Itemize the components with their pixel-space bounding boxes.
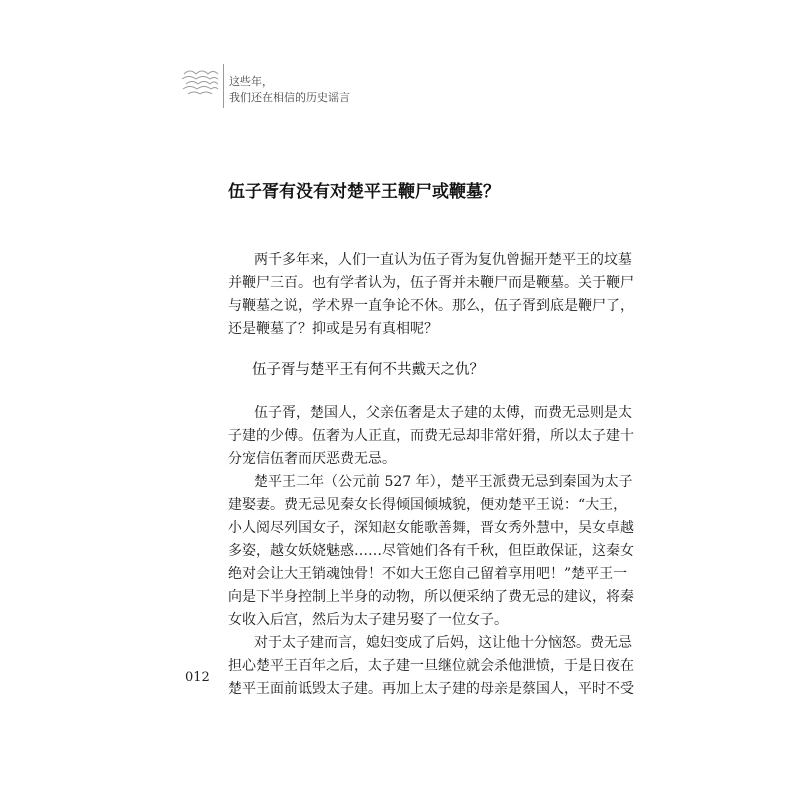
running-header (229, 74, 350, 106)
book-title-line-2: 我们还在相信的历史谣言 (229, 91, 350, 104)
text-line: 向是下半身控制上半身的动物，所以便采纳了费无忌的建议，将秦 (228, 589, 634, 605)
page-number: 012 (185, 670, 210, 685)
text-line: 多姿，越女妖娆魅惑……尽管她们各有千秋，但臣敢保证，这秦女 (228, 543, 634, 559)
header-divider (223, 64, 224, 108)
body-paragraph (228, 471, 634, 632)
text-line: 两千多年来，人们一直认为伍子胥为复仇曾掘开楚平王的坟墓 (254, 252, 632, 268)
book-title-line-1: 这些年， (229, 75, 273, 88)
text-line: 还是鞭墓了？抑或是另有真相呢？ (228, 321, 438, 337)
text-line: 担心楚平王百年之后，太子建一旦继位就会杀他泄愤，于是日夜在 (228, 658, 634, 674)
intro-paragraph (228, 249, 634, 341)
text-line: 楚平王二年（公元前 527 年），楚平王派费无忌到秦国为太子 (254, 474, 633, 490)
text-line: 女收入后宫，然后为太子建另娶了一位女子。 (228, 612, 508, 628)
text-line: 楚平王面前诋毁太子建。再加上太子建的母亲是蔡国人，平时不受 (228, 681, 634, 697)
text-line: 对于太子建而言，媳妇变成了后妈，这让他十分恼怒。费无忌 (254, 635, 632, 651)
body-paragraph (228, 632, 634, 701)
text-line: 分宠信伍奢而厌恶费无忌。 (228, 451, 396, 467)
chapter-title: 伍子胥有没有对楚平王鞭尸或鞭墓？ (228, 182, 500, 202)
text-line: 小人阅尽列国女子，深知赵女能歌善舞，晋女秀外慧中，吴女卓越 (228, 520, 634, 536)
body-text (228, 402, 634, 701)
text-line: 与鞭墓之说，学术界一直争论不休。那么，伍子胥到底是鞭尸了， (228, 298, 634, 314)
cloud-pattern-icon (180, 66, 220, 100)
section-heading: 伍子胥与楚平王有何不共戴天之仇？ (252, 362, 484, 378)
text-line: 并鞭尸三百。也有学者认为，伍子胥并未鞭尸而是鞭墓。关于鞭尸 (228, 275, 634, 291)
text-line: 建娶妻。费无忌见秦女长得倾国倾城貌，便劝楚平王说：“大王， (228, 497, 628, 513)
text-line: 子建的少傅。伍奢为人正直，而费无忌却非常奸猾，所以太子建十 (228, 428, 634, 444)
text-line: 伍子胥，楚国人，父亲伍奢是太子建的太傅，而费无忌则是太 (254, 405, 632, 421)
text-line: 绝对会让大王销魂蚀骨！不如大王您自己留着享用吧！”楚平王一 (228, 566, 628, 582)
body-paragraph (228, 402, 634, 471)
